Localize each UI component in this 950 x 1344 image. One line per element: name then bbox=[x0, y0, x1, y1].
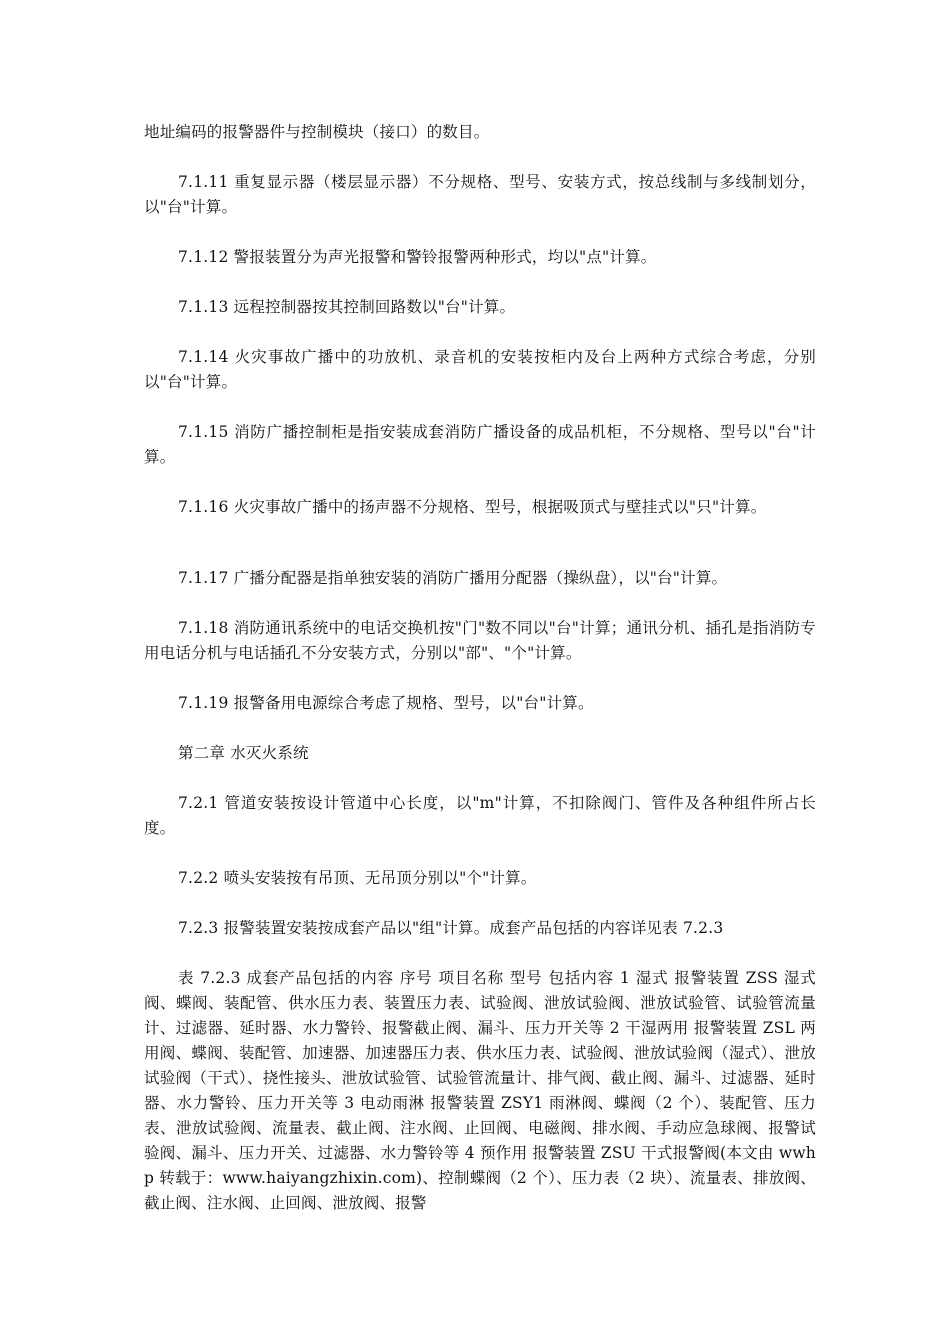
paragraph-7-2-1: 7.2.1 管道安装按设计管道中心长度，以"m"计算，不扣除阀门、管件及各种组件所占长度。 bbox=[144, 794, 816, 837]
paragraph-7-1-12: 7.1.12 警报装置分为声光报警和警铃报警两种形式，均以"点"计算。 bbox=[178, 248, 657, 266]
paragraph-7-1-16: 7.1.16 火灾事故广播中的扬声器不分规格、型号，根据吸顶式与壁挂式以"只"计算。 bbox=[178, 498, 767, 516]
paragraph-7-2-3: 7.2.3 报警装置安装按成套产品以"组"计算。成套产品包括的内容详见表 7.2.3 bbox=[178, 919, 724, 937]
chapter-heading: 第二章 水灭火系统 bbox=[178, 744, 309, 762]
paragraph-7-1-19: 7.1.19 报警备用电源综合考虑了规格、型号，以"台"计算。 bbox=[178, 694, 594, 712]
document-page bbox=[144, 120, 816, 1216]
paragraph-7-1-17: 7.1.17 广播分配器是指单独安装的消防广播用分配器（操纵盘），以"台"计算。 bbox=[178, 569, 728, 587]
paragraph-7-1-11: 7.1.11 重复显示器（楼层显示器）不分规格、型号、安装方式，按总线制与多线制划分，以"台"计算。 bbox=[144, 173, 816, 216]
paragraph-table-7-2-3: 表 7.2.3 成套产品包括的内容 序号 项目名称 型号 包括内容 1 湿式 报警装置 ZSS 湿式阀、蝶阀、装配管、供水压力表、装置压力表、试验阀、泄放试验阀、泄放试验管、试验管流量计、过滤器、延时器、水力警铃、报警截止阀、漏斗、压力开关等 2 干湿两用 报警装置 ZSL 两用阀、蝶阀、装配管、加速器、加速器压力表、供水压力表、试验阀、泄放试验阀（湿式）、泄放试验阀（干式）、挠性接头、泄放试验管、试验管流量计、排气阀、截止阀、漏斗、过滤器、延时器、水力警铃、压力开关等 3 电动雨淋 报警装置 ZSY1 雨淋阀、蝶阀（2 个）、装配管、压力表、泄放试验阀、流量表、截止阀、注水阀、止回阀、电磁阀、排水阀、手动应急球阀、报警试验阀、漏斗、压力开关、过滤器、水力警铃等 4 预作用 报警装置 ZSU 干式报警阀(本文由 wwhp 转载于：www.haiyangzhixin.com)、控制蝶阀（2 个）、压力表（2 块）、流量表、排放阀、截止阀、注水阀、止回阀、泄放阀、报警 bbox=[144, 969, 816, 1212]
paragraph-7-1-14: 7.1.14 火灾事故广播中的功放机、录音机的安装按柜内及台上两种方式综合考虑，分别以"台"计算。 bbox=[144, 348, 816, 391]
paragraph-7-1-15: 7.1.15 消防广播控制柜是指安装成套消防广播设备的成品机柜，不分规格、型号以"台"计算。 bbox=[144, 423, 816, 466]
paragraph-7-2-2: 7.2.2 喷头安装按有吊顶、无吊顶分别以"个"计算。 bbox=[178, 869, 537, 887]
paragraph-7-1-13: 7.1.13 远程控制器按其控制回路数以"台"计算。 bbox=[178, 298, 516, 316]
paragraph-address-coding: 地址编码的报警器件与控制模块（接口）的数目。 bbox=[144, 123, 490, 141]
paragraph-7-1-18: 7.1.18 消防通讯系统中的电话交换机按"门"数不同以"台"计算；通讯分机、插孔是指消防专用电话分机与电话插孔不分安装方式，分别以"部"、"个"计算。 bbox=[144, 619, 816, 662]
